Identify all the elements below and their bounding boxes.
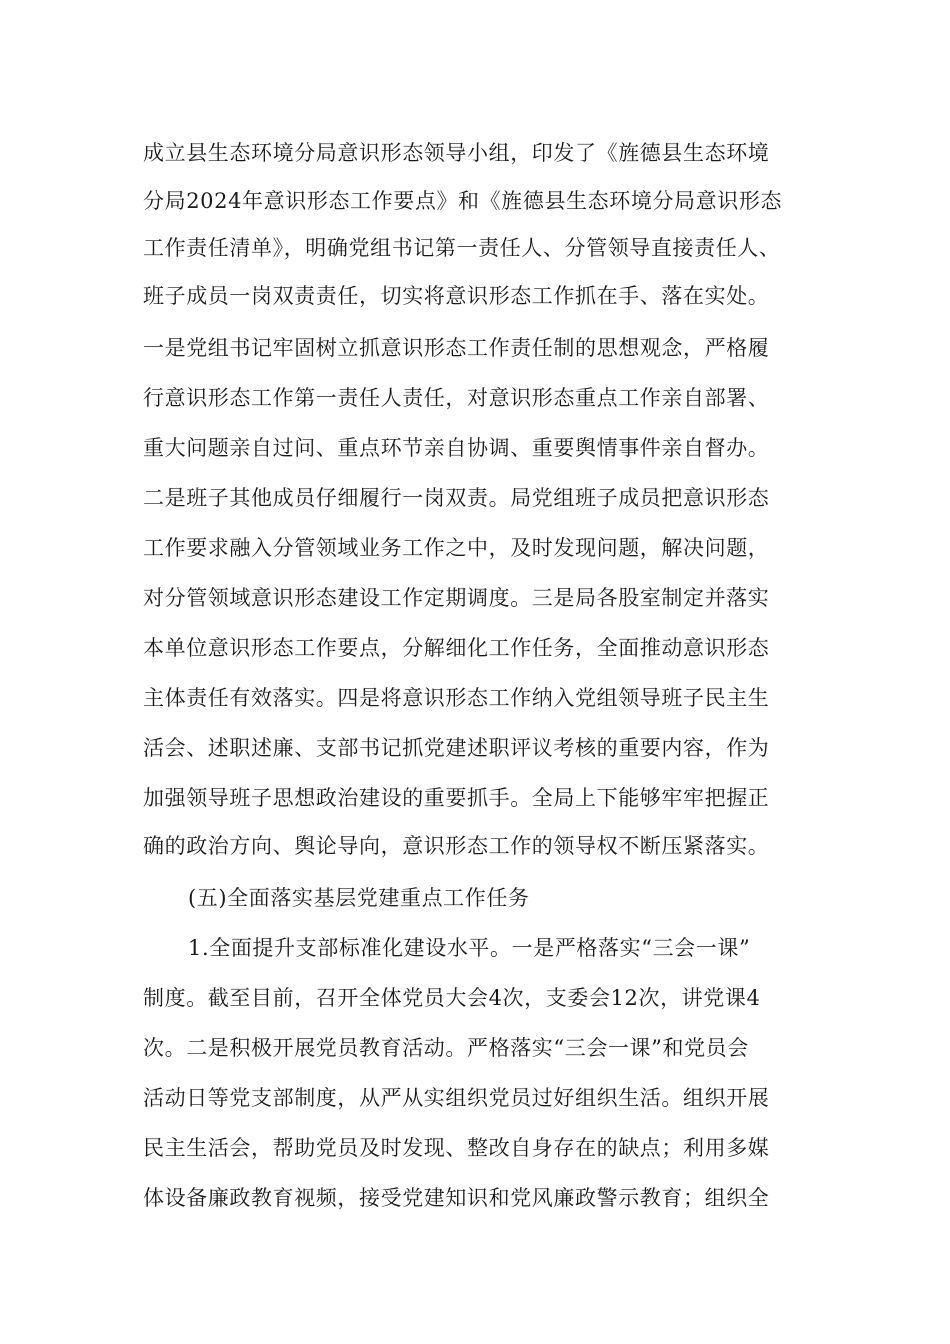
text-line: 行意识形态工作第一责任人责任，对意识形态重点工作亲自部署、: [143, 386, 770, 410]
text-line: 制度。截至目前，召开全体党员大会4次，支委会12次，讲党课4: [143, 986, 761, 1010]
text-line: 活动日等党支部制度，从严从实组织党员过好组织生活。组织开展: [143, 1086, 770, 1110]
text-line: 分局2024年意识形态工作要点》和《旌德县生态环境分局意识形态: [143, 189, 783, 213]
text-line: 本单位意识形态工作要点，分解细化工作任务，全面推动意识形态: [143, 636, 770, 660]
text-line: 对分管领域意识形态建设工作定期调度。三是局各股室制定并落实: [143, 586, 770, 610]
subsection-heading: 1.全面提升支部标准化建设水平。一是严格落实“三会一课”: [188, 936, 751, 960]
text-line: 主体责任有效落实。四是将意识形态工作纳入党组领导班子民主生: [143, 686, 770, 710]
text-line: 成立县生态环境分局意识形态领导小组，印发了《旌德县生态环境: [143, 141, 770, 165]
section-heading: (五)全面落实基层党建重点工作任务: [188, 886, 530, 910]
text-line: 工作要求融入分管领域业务工作之中，及时发现问题，解决问题，: [143, 536, 770, 560]
text-line: 二是班子其他成员仔细履行一岗双责。局党组班子成员把意识形态: [143, 486, 770, 510]
text-line: 一是党组书记牢固树立抓意识形态工作责任制的思想观念，严格履: [143, 336, 770, 360]
text-line: 体设备廉政教育视频，接受党建知识和党风廉政警示教育；组织全: [143, 1186, 770, 1210]
text-line: 工作责任清单》，明确党组书记第一责任人、分管领导直接责任人、: [143, 236, 781, 260]
text-line: 确的政治方向、舆论导向，意识形态工作的领导权不断压紧落实。: [143, 834, 770, 858]
text-line: 次。二是积极开展党员教育活动。严格落实“三会一课”和党员会: [143, 1036, 749, 1060]
text-line: 班子成员一岗双责责任，切实将意识形态工作抓在手、落在实处。: [143, 284, 770, 308]
text-line: 重大问题亲自过问、重点环节亲自协调、重要舆情事件亲自督办。: [143, 436, 770, 460]
text-line: 加强领导班子思想政治建设的重要抓手。全局上下能够牢牢把握正: [143, 786, 770, 810]
text-line: 民主生活会，帮助党员及时发现、整改自身存在的缺点；利用多媒: [143, 1136, 770, 1160]
text-line: 活会、述职述廉、支部书记抓党建述职评议考核的重要内容，作为: [143, 736, 770, 760]
